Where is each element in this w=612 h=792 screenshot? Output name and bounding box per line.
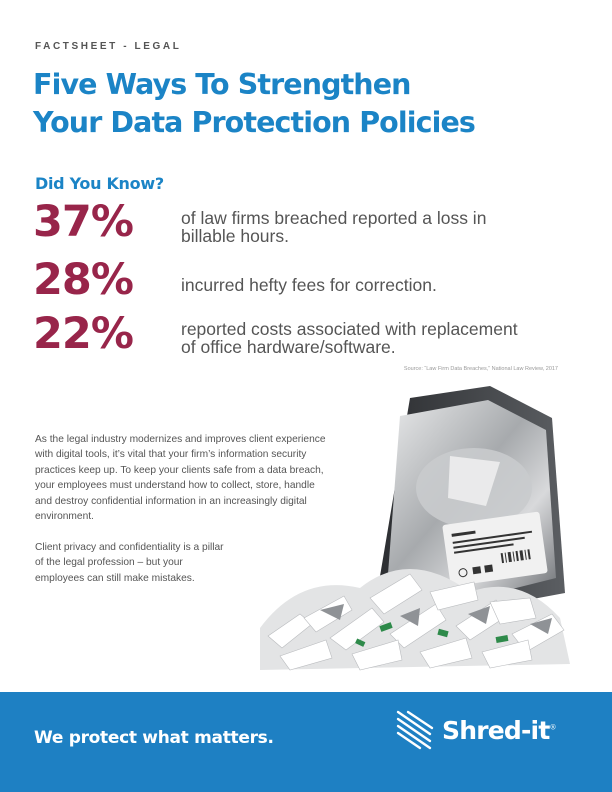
paragraph-line: practices keep up. To keep your clients safe from a data breach, <box>35 464 324 476</box>
stat-description <box>181 276 437 294</box>
paragraph-line: As the legal industry modernizes and improves client experience <box>35 434 326 445</box>
stat-description-line: of law firms breached reported a loss in <box>181 208 487 228</box>
stat-description-line: billable hours. <box>181 226 289 246</box>
shred-stripes-icon <box>394 706 438 754</box>
stat-value: 28% <box>33 255 133 305</box>
paragraph-line: your employees must understand how to collect, store, handle <box>35 480 315 492</box>
stat-block <box>33 256 593 306</box>
paragraph-line: Client privacy and confidentiality is a pillar <box>35 542 224 553</box>
stat-value: 22% <box>33 309 133 359</box>
title-line-1: Five Ways To Strengthen <box>33 68 411 101</box>
privacy-paragraph <box>35 540 285 586</box>
footer-banner <box>0 692 612 792</box>
footer-tagline: We protect what matters. <box>34 728 274 748</box>
stat-description-line: of office hardware/software. <box>181 337 396 357</box>
shredded-hard-drive-image <box>260 378 612 678</box>
stat-description-line: incurred hefty fees for correction. <box>181 275 437 295</box>
paragraph-line: environment. <box>35 511 94 523</box>
stat-block <box>33 310 593 360</box>
did-you-know-heading: Did You Know? <box>35 174 164 193</box>
stat-description <box>181 320 518 356</box>
logo-wordmark: Shred-it® <box>442 716 556 745</box>
paragraph-line: with digital tools, it’s vital that your firm’s information security <box>35 449 307 461</box>
stat-description <box>181 209 486 245</box>
source-citation: Source: “Law Firm Data Breaches,” National Law Review, 2017 <box>403 366 558 372</box>
page-title <box>33 66 593 142</box>
stat-value: 37% <box>33 197 133 247</box>
intro-paragraph <box>35 432 405 524</box>
paragraph-line: and destroy confidential information in an increasingly digital <box>35 495 307 507</box>
stat-description-line: reported costs associated with replacement <box>181 319 518 339</box>
paragraph-line: of the legal profession – but your <box>35 557 183 569</box>
hero-illustration <box>260 378 612 678</box>
paragraph-line: employees can still make mistakes. <box>35 572 195 584</box>
stat-block <box>33 198 593 248</box>
title-line-2: Your Data Protection Policies <box>33 106 475 139</box>
shred-it-logo <box>394 706 584 756</box>
document-category: FACTSHEET - LEGAL <box>35 41 182 52</box>
